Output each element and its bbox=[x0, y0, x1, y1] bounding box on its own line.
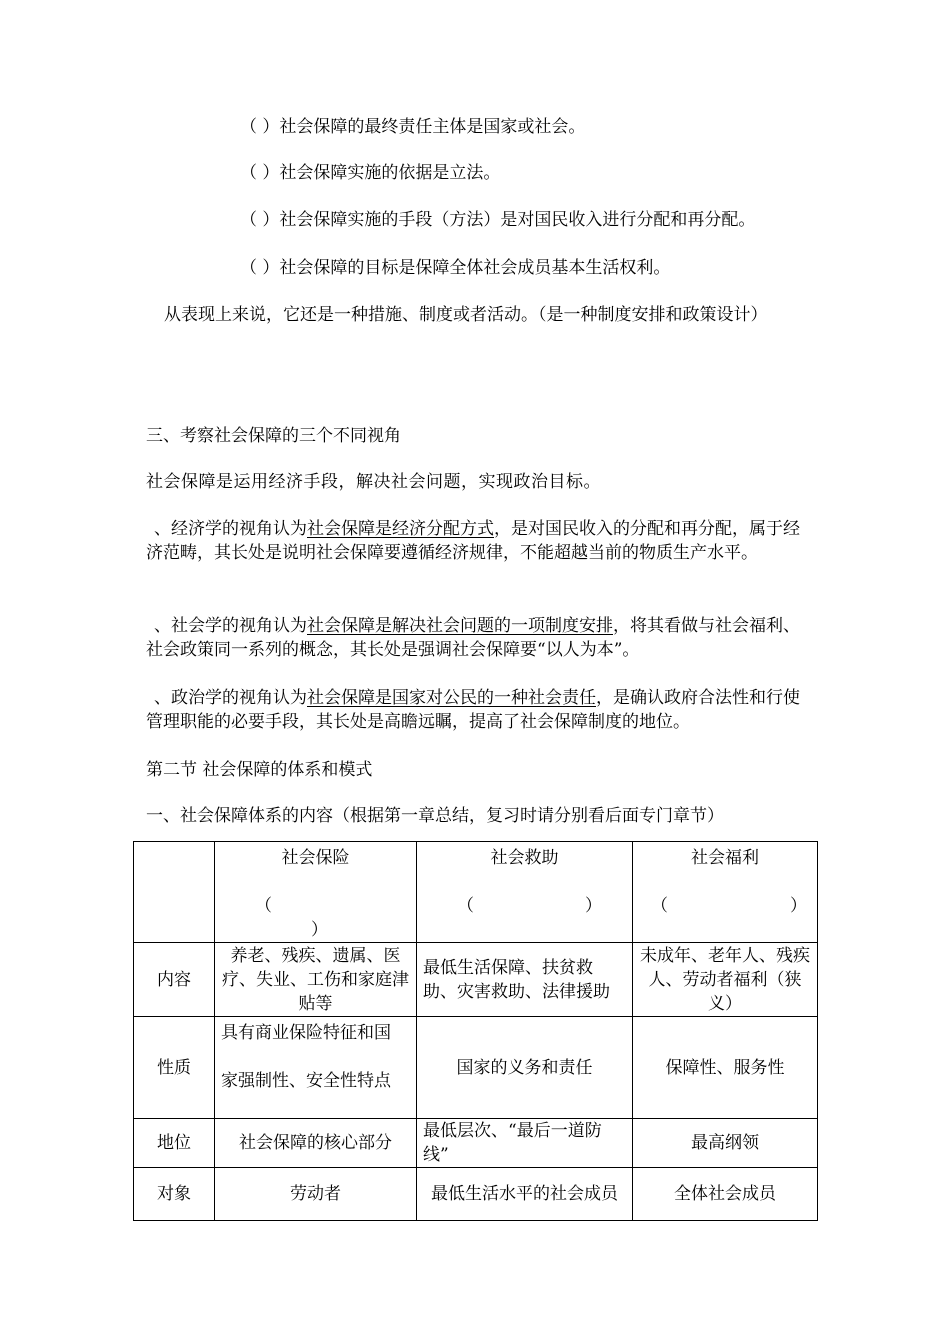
subsection-1-title: 一、社会保障体系的内容（根据第一章总结，复习时请分别看后面专门章节） bbox=[146, 806, 724, 826]
table-cell: 最低生活保障、扶贫救助、灾害救助、法律援助 bbox=[417, 943, 633, 1017]
statement-item-1: （ ）社会保障的最终责任主体是国家或社会。 bbox=[240, 117, 586, 137]
section-3-intro: 社会保障是运用经济手段，解决社会问题，实现政治目标。 bbox=[146, 472, 601, 492]
row-label-status: 地位 bbox=[134, 1119, 215, 1168]
table-cell: 保障性、服务性 bbox=[633, 1017, 818, 1119]
social-security-table bbox=[133, 841, 818, 1221]
table-row bbox=[134, 1119, 818, 1168]
table-cell: 最高纲领 bbox=[633, 1119, 818, 1168]
view-sociology: 、社会学的视角认为社会保障是解决社会问题的一项制度安排，将其看做与社会福利、社会政策同一系列的概念，其长处是强调社会保障要“以人为本”。 bbox=[146, 616, 800, 660]
view-economics: 、经济学的视角认为社会保障是经济分配方式，是对国民收入的分配和再分配，属于经济范畴，其长处是说明社会保障要遵循经济规律，不能超越当前的物质生产水平。 bbox=[146, 519, 800, 563]
statement-item-4: （ ）社会保障的目标是保障全体社会成员基本生活权利。 bbox=[240, 258, 671, 278]
key-phrase: 社会保障是国家对公民的一种社会责任 bbox=[307, 688, 596, 708]
key-phrase: 社会保障是解决社会问题的一项制度安排 bbox=[307, 616, 613, 636]
surface-paragraph: 从表现上来说，它还是一种措施、制度或者活动。（是一种制度安排和政策设计） bbox=[164, 305, 768, 325]
table-cell: 劳动者 bbox=[215, 1168, 417, 1221]
table-cell: 养老、残疾、遗属、医疗、失业、工伤和家庭津贴等 bbox=[215, 943, 417, 1017]
header-social-welfare: 社会福利 （ ） bbox=[633, 842, 818, 943]
view-politics: 、政治学的视角认为社会保障是国家对公民的一种社会责任，是确认政府合法性和行使管理职能的必要手段，其长处是高瞻远瞩，提高了社会保障制度的地位。 bbox=[146, 688, 800, 732]
table-row bbox=[134, 1017, 818, 1119]
statement-item-2: （ ）社会保障实施的依据是立法。 bbox=[240, 163, 501, 183]
table-row bbox=[134, 943, 818, 1017]
table-cell: 最低层次、“最后一道防线” bbox=[417, 1119, 633, 1168]
row-label-nature: 性质 bbox=[134, 1017, 215, 1119]
header-social-assistance: 社会救助 （ ） bbox=[417, 842, 633, 943]
section-3-title: 三、考察社会保障的三个不同视角 bbox=[146, 426, 401, 446]
table-cell: 最低生活水平的社会成员 bbox=[417, 1168, 633, 1221]
table-cell: 国家的义务和责任 bbox=[417, 1017, 633, 1119]
key-phrase: 社会保障是经济分配方式 bbox=[307, 519, 494, 539]
table-corner-cell bbox=[134, 842, 215, 943]
table-cell: 社会保障的核心部分 bbox=[215, 1119, 417, 1168]
table-header-row bbox=[134, 842, 818, 943]
row-label-content: 内容 bbox=[134, 943, 215, 1017]
table-cell: 未成年、老年人、残疾人、劳动者福利（狭义） bbox=[633, 943, 818, 1017]
table-cell: 具有商业保险特征和国 家强制性、安全性特点 bbox=[215, 1017, 417, 1119]
statement-item-3: （ ）社会保障实施的手段（方法）是对国民收入进行分配和再分配。 bbox=[240, 210, 756, 230]
table-row bbox=[134, 1168, 818, 1221]
row-label-target: 对象 bbox=[134, 1168, 215, 1221]
header-social-insurance: 社会保险 （ ） bbox=[215, 842, 417, 943]
section-2-title: 第二节 社会保障的体系和模式 bbox=[146, 760, 373, 780]
table-cell: 全体社会成员 bbox=[633, 1168, 818, 1221]
